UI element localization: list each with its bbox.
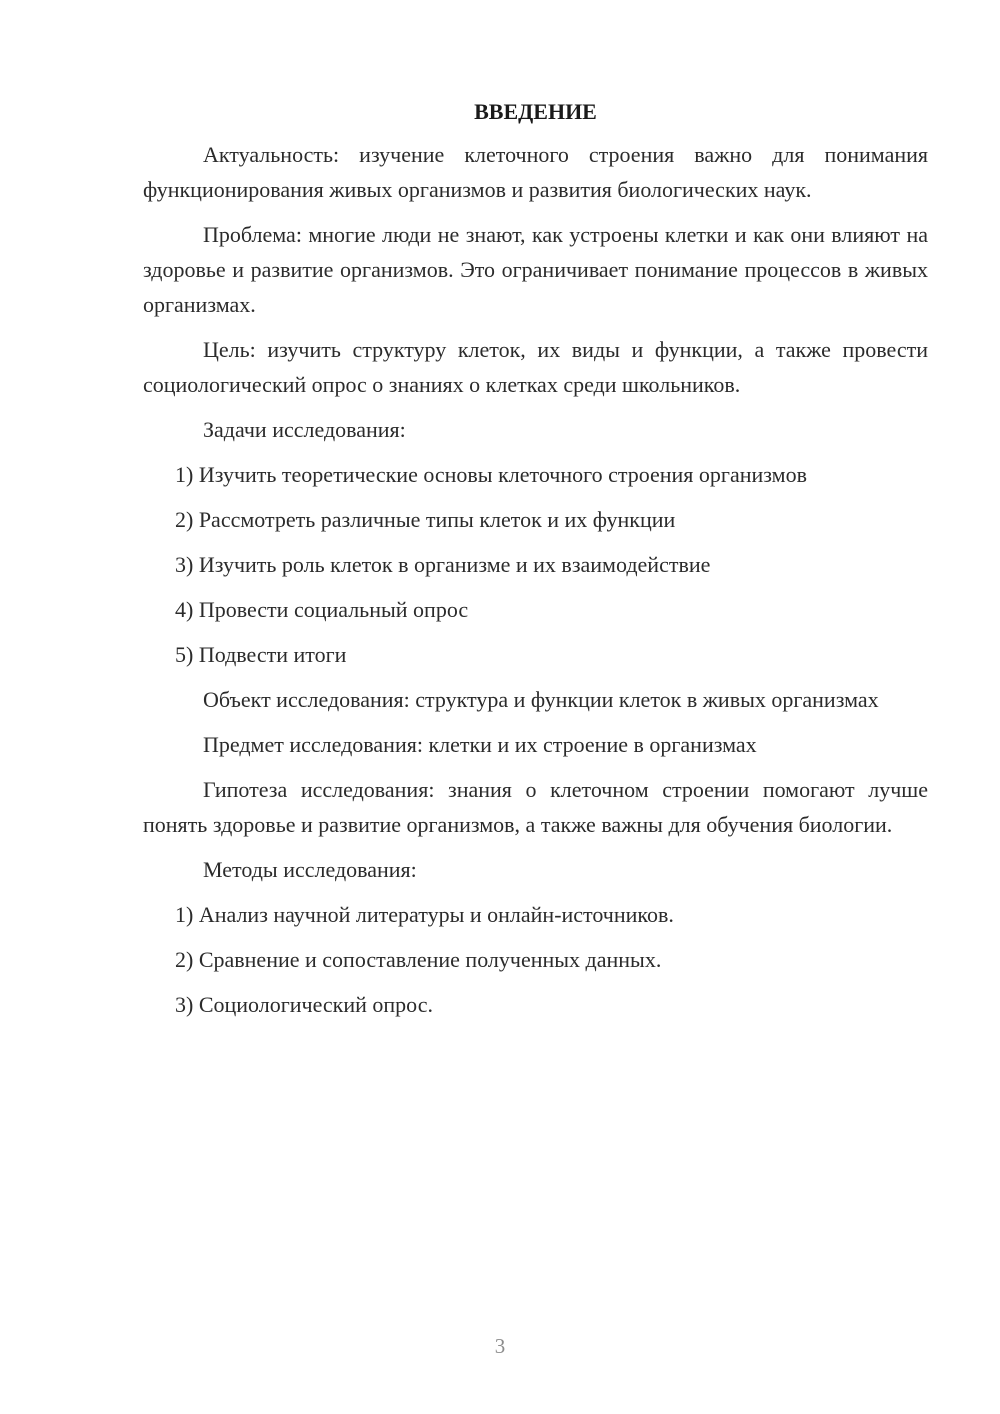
list-item: 4) Провести социальный опрос (175, 597, 469, 622)
methods-heading: Методы исследования: (203, 857, 417, 882)
problem-paragraph: Проблема: многие люди не знают, как устроены клетки и как они влияют на здоровье и развитие организмов. Это ограничивает понимание процессов в живых организмах. (143, 222, 928, 317)
object-paragraph: Объект исследования: структура и функции клеток в живых организмах (203, 687, 879, 712)
subject-paragraph: Предмет исследования: клетки и их строение в организмах (203, 732, 757, 757)
tasks-heading: Задачи исследования: (203, 417, 406, 442)
list-item: 3) Социологический опрос. (175, 992, 433, 1017)
page-number: 3 (494, 1334, 506, 1358)
page-content (143, 94, 928, 1032)
list-item: 2) Сравнение и сопоставление полученных данных. (175, 947, 662, 972)
tasks-list (143, 457, 928, 672)
list-item: 3) Изучить роль клеток в организме и их взаимодействие (175, 552, 711, 577)
goal-paragraph: Цель: изучить структуру клеток, их виды и функции, а также провести социологический опрос о знаниях о клетках среди школьников. (143, 337, 928, 397)
list-item: 1) Изучить теоретические основы клеточного строения организмов (175, 462, 807, 487)
list-item: 2) Рассмотреть различные типы клеток и их функции (175, 507, 676, 532)
list-item: 1) Анализ научной литературы и онлайн-источников. (175, 902, 674, 927)
page-title: ВВЕДЕНИЕ (474, 99, 597, 124)
methods-list (143, 897, 928, 1022)
hypothesis-paragraph: Гипотеза исследования: знания о клеточном строении помогают лучше понять здоровье и развитие организмов, а также важны для обучения биологии. (143, 777, 928, 837)
relevance-paragraph: Актуальность: изучение клеточного строения важно для понимания функционирования живых организмов и развития биологических наук. (143, 142, 928, 202)
list-item: 5) Подвести итоги (175, 642, 347, 667)
